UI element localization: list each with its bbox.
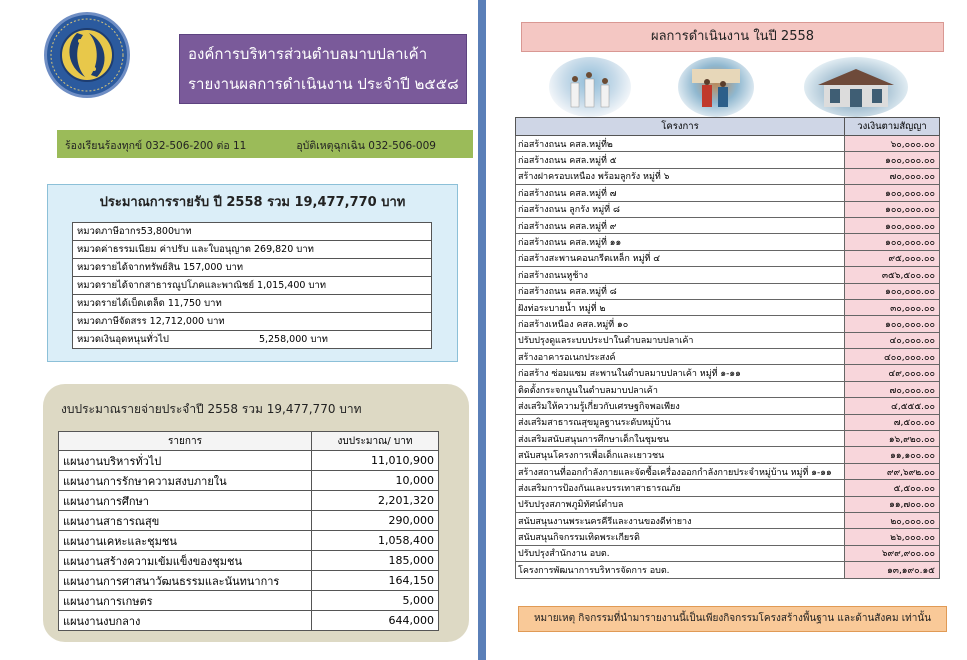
project-row — [516, 562, 940, 578]
project-row — [516, 365, 940, 381]
project-amount: ๔,๕๕๕.๐๐ — [845, 398, 940, 414]
project-row — [516, 299, 940, 315]
project-name: ก่อสร้างถนน คสล.หมู่ที่๒ — [516, 136, 845, 152]
expense-col-item: รายการ — [59, 432, 312, 451]
building-photo-icon — [804, 57, 908, 117]
expense-row — [59, 571, 439, 591]
photo-activity — [678, 57, 754, 117]
project-row — [516, 398, 940, 414]
expense-amount: 644,000 — [312, 611, 439, 631]
project-name: ติดตั้งกระจกนูนในตำบลมาบปลาเค้า — [516, 381, 845, 397]
project-name: ปรับปรุงดูแลระบบประปาในตำบลมาบปลาเค้า — [516, 332, 845, 348]
expense-amount: 185,000 — [312, 551, 439, 571]
project-name: สนับสนุนงานพระนครคีรีและงานของดีท่ายาง — [516, 512, 845, 528]
project-amount: ๑๐๐,๐๐๐.๐๐ — [845, 234, 940, 250]
project-row — [516, 414, 940, 430]
project-row — [516, 316, 940, 332]
project-row — [516, 349, 940, 365]
project-amount: ๓๐,๐๐๐.๐๐ — [845, 299, 940, 315]
income-cell — [73, 241, 432, 259]
income-cell — [73, 295, 432, 313]
project-amount: ๑๖,๙๒๐.๐๐ — [845, 431, 940, 447]
project-name: ก่อสร้าง ซ่อมแซม สะพานในตำบลมาบปลาเค้า หมู่ที่ ๑-๑๑ — [516, 365, 845, 381]
project-row — [516, 185, 940, 201]
project-name: ปรับปรุงสำนักงาน อบต. — [516, 545, 845, 561]
project-row — [516, 201, 940, 217]
expense-item: แผนงานการรักษาความสงบภายใน — [59, 471, 312, 491]
organization-seal — [44, 12, 130, 98]
income-cell — [73, 259, 432, 277]
expense-budget-box — [43, 384, 469, 642]
income-cell — [73, 223, 432, 241]
contact-bar — [57, 130, 473, 158]
project-amount: ๑๐๐,๐๐๐.๐๐ — [845, 201, 940, 217]
project-amount: ๙๕,๐๐๐.๐๐ — [845, 250, 940, 266]
project-name: สร้างอาคารอเนกประสงค์ — [516, 349, 845, 365]
income-table — [72, 222, 432, 349]
project-name: ก่อสร้างถนนหูช้าง — [516, 267, 845, 283]
project-amount: ๙๙,๖๙๒.๐๐ — [845, 463, 940, 479]
project-amount: ๕,๕๐๐.๐๐ — [845, 480, 940, 496]
project-amount: ๑๐๐,๐๐๐.๐๐ — [845, 217, 940, 233]
project-name: สร้างฝาครอบเหนือง พร้อมลูกรัง หมู่ที่ ๖ — [516, 168, 845, 184]
footnote: หมายเหตุ กิจกรรมที่นำมารายงานนี้เป็นเพียงกิจกรรมโครงสร้างพื้นฐาน และด้านสังคม เท่านั้น — [518, 606, 947, 632]
project-row — [516, 152, 940, 168]
project-amount: ๑๑,๑๐๐.๐๐ — [845, 447, 940, 463]
people-photo-icon — [549, 57, 631, 117]
expense-row — [59, 611, 439, 631]
project-name: ก่อสร้างถนน คสล.หมู่ที่ ๕ — [516, 152, 845, 168]
expense-amount: 164,150 — [312, 571, 439, 591]
project-name: สร้างสถานที่ออกกำลังกายและจัดซื้อเครื่องออกกำลังกายประจำหมู่บ้าน หมู่ที่ ๑-๑๑ — [516, 463, 845, 479]
project-row — [516, 512, 940, 528]
project-amount: ๑๐๐,๐๐๐.๐๐ — [845, 185, 940, 201]
income-cell — [73, 313, 432, 331]
project-name: ส่งเสริมสาธารณสุขมูลฐานระดับหมู่บ้าน — [516, 414, 845, 430]
expense-amount: 1,058,400 — [312, 531, 439, 551]
page-spine — [478, 0, 486, 660]
project-name: โครงการพัฒนาการบริหารจัดการ อบต. — [516, 562, 845, 578]
expense-item: แผนงานบริหารทั่วไป — [59, 451, 312, 471]
project-row — [516, 463, 940, 479]
complaint-phone: ร้องเรียนร้องทุกข์ 032-506-200 ต่อ 11 — [65, 140, 247, 152]
income-label: หมวดภาษีจัดสรร 12,712,000 บาท — [77, 316, 225, 327]
project-amount: ๑๑,๗๐๐.๐๐ — [845, 496, 940, 512]
expense-item: แผนงานการศาสนาวัฒนธรรมและนันทนาการ — [59, 571, 312, 591]
project-row — [516, 332, 940, 348]
expense-row — [59, 591, 439, 611]
project-row — [516, 217, 940, 233]
fish-emblem-icon — [47, 15, 127, 95]
project-name: ปรับปรุงสภาพภูมิทัศน์ตำบล — [516, 496, 845, 512]
project-amount: ๖๐,๐๐๐.๐๐ — [845, 136, 940, 152]
income-amount: 5,258,000 บาท — [258, 334, 328, 345]
project-name: สนับสนุนกิจกรรมเทิดพระเกียรติ — [516, 529, 845, 545]
expense-item: แผนงานสร้างความเข้มแข็งของชุมชน — [59, 551, 312, 571]
project-table — [515, 117, 940, 579]
income-cell — [73, 331, 432, 349]
report-title: รายงานผลการดำเนินงาน ประจำปี ๒๕๕๘ — [188, 75, 459, 93]
income-row — [73, 331, 432, 349]
project-row — [516, 250, 940, 266]
expense-row — [59, 471, 439, 491]
project-row — [516, 431, 940, 447]
project-name: ส่งเสริมการป้องกันและบรรเทาสาธารณภัย — [516, 480, 845, 496]
expense-item: แผนงานการเกษตร — [59, 591, 312, 611]
organization-name: องค์การบริหารส่วนตำบลมาบปลาเค้า — [188, 45, 428, 63]
project-name: ก่อสร้างเหนือง คสล.หมู่ที่ ๑๐ — [516, 316, 845, 332]
project-row — [516, 283, 940, 299]
performance-header: ผลการดำเนินงาน ในปี 2558 — [521, 22, 944, 52]
income-row — [73, 295, 432, 313]
income-label: หมวดรายได้จากทรัพย์สิน 157,000 บาท — [77, 262, 244, 273]
income-row — [73, 223, 432, 241]
project-amount: ๔๐,๐๐๐.๐๐ — [845, 332, 940, 348]
expense-amount: 11,010,900 — [312, 451, 439, 471]
project-row — [516, 168, 940, 184]
project-col-name: โครงการ — [516, 118, 845, 136]
project-row — [516, 447, 940, 463]
report-title-box — [179, 34, 467, 104]
income-row — [73, 313, 432, 331]
income-cell — [73, 277, 432, 295]
project-row — [516, 381, 940, 397]
project-amount: ๒๖,๐๐๐.๐๐ — [845, 529, 940, 545]
income-estimate-box — [47, 184, 458, 362]
project-name: ก่อสร้างถนน คสล.หมู่ที่ ๙ — [516, 217, 845, 233]
expense-item: แผนงานงบกลาง — [59, 611, 312, 631]
income-label: หมวดรายได้เบ็ดเตล็ด 11,750 บาท — [77, 298, 222, 309]
income-label: หมวดค่าธรรมเนียม ค่าปรับ และใบอนุญาต 269,820 บาท — [77, 244, 314, 255]
project-amount: ๒๐,๐๐๐.๐๐ — [845, 512, 940, 528]
income-row — [73, 277, 432, 295]
expense-row — [59, 531, 439, 551]
photo-ceremony — [549, 57, 631, 117]
expense-amount: 2,201,320 — [312, 491, 439, 511]
project-amount: ๔๐๐,๐๐๐.๐๐ — [845, 349, 940, 365]
expense-col-amount: งบประมาณ/ บาท — [312, 432, 439, 451]
income-label: หมวดรายได้จากสาธารณูปโภคและพาณิชย์ 1,015,400 บาท — [77, 280, 327, 291]
income-title: ประมาณการรายรับ ปี 2558 รวม 19,477,770 บาท — [99, 195, 406, 210]
activity-photo-icon — [678, 57, 754, 117]
project-name: ก่อสร้างถนน คสล.หมู่ที่ ๘ — [516, 283, 845, 299]
project-name: ก่อสร้างถนน ลูกรัง หมู่ที่ ๘ — [516, 201, 845, 217]
project-name: ฝังท่อระบายน้ำ หมู่ที่ ๒ — [516, 299, 845, 315]
expense-amount: 5,000 — [312, 591, 439, 611]
expense-item: แผนงานการศึกษา — [59, 491, 312, 511]
project-amount: ๗๐,๐๐๐.๐๐ — [845, 381, 940, 397]
expense-title: งบประมาณรายจ่ายประจำปี 2558 รวม 19,477,770 บาท — [61, 402, 362, 416]
project-name: ส่งเสริมให้ความรู้เกี่ยวกับเศรษฐกิจพอเพียง — [516, 398, 845, 414]
expense-amount: 10,000 — [312, 471, 439, 491]
project-name: ก่อสร้างถนน คสล.หมู่ที่ ๑๑ — [516, 234, 845, 250]
project-row — [516, 136, 940, 152]
project-amount: ๗๐,๐๐๐.๐๐ — [845, 168, 940, 184]
project-amount: ๔๙,๐๐๐.๐๐ — [845, 365, 940, 381]
project-row — [516, 267, 940, 283]
expense-item: แผนงานเคหะและชุมชน — [59, 531, 312, 551]
photo-building — [804, 57, 908, 117]
emergency-phone: อุบัติเหตุฉุกเฉิน 032-506-009 — [296, 140, 436, 152]
project-name: ส่งเสริมสนับสนุนการศึกษาเด็กในชุมชน — [516, 431, 845, 447]
project-amount: ๓๕๖,๕๐๐.๐๐ — [845, 267, 940, 283]
project-amount: ๖๙๙,๙๐๐.๐๐ — [845, 545, 940, 561]
project-row — [516, 496, 940, 512]
project-amount: ๑๐๐,๐๐๐.๐๐ — [845, 283, 940, 299]
income-row — [73, 241, 432, 259]
expense-table — [58, 431, 439, 631]
expense-amount: 290,000 — [312, 511, 439, 531]
expense-item: แผนงานสาธารณสุข — [59, 511, 312, 531]
income-row — [73, 259, 432, 277]
income-label: หมวดภาษีอากร53,800บาท — [77, 226, 192, 237]
project-amount: ๑๐๐,๐๐๐.๐๐ — [845, 316, 940, 332]
project-row — [516, 234, 940, 250]
project-col-amount: วงเงินตามสัญญา — [845, 118, 940, 136]
income-label: หมวดเงินอุดหนุนทั่วไป — [77, 334, 169, 345]
project-name: ก่อสร้างสะพานคอนกรีตเหล็ก หมู่ที่ ๔ — [516, 250, 845, 266]
expense-row — [59, 511, 439, 531]
expense-row — [59, 491, 439, 511]
right-page — [486, 0, 967, 660]
project-row — [516, 529, 940, 545]
expense-row — [59, 551, 439, 571]
project-row — [516, 545, 940, 561]
expense-row — [59, 451, 439, 471]
project-amount: ๗,๕๐๐.๐๐ — [845, 414, 940, 430]
project-amount: ๑๐๐,๐๐๐.๐๐ — [845, 152, 940, 168]
project-name: ก่อสร้างถนน คสล.หมู่ที่ ๗ — [516, 185, 845, 201]
left-page — [0, 0, 478, 660]
project-row — [516, 480, 940, 496]
project-amount: ๑๓,๑๙๐.๑๕ — [845, 562, 940, 578]
project-name: สนับสนุนโครงการเพื่อเด็กและเยาวชน — [516, 447, 845, 463]
